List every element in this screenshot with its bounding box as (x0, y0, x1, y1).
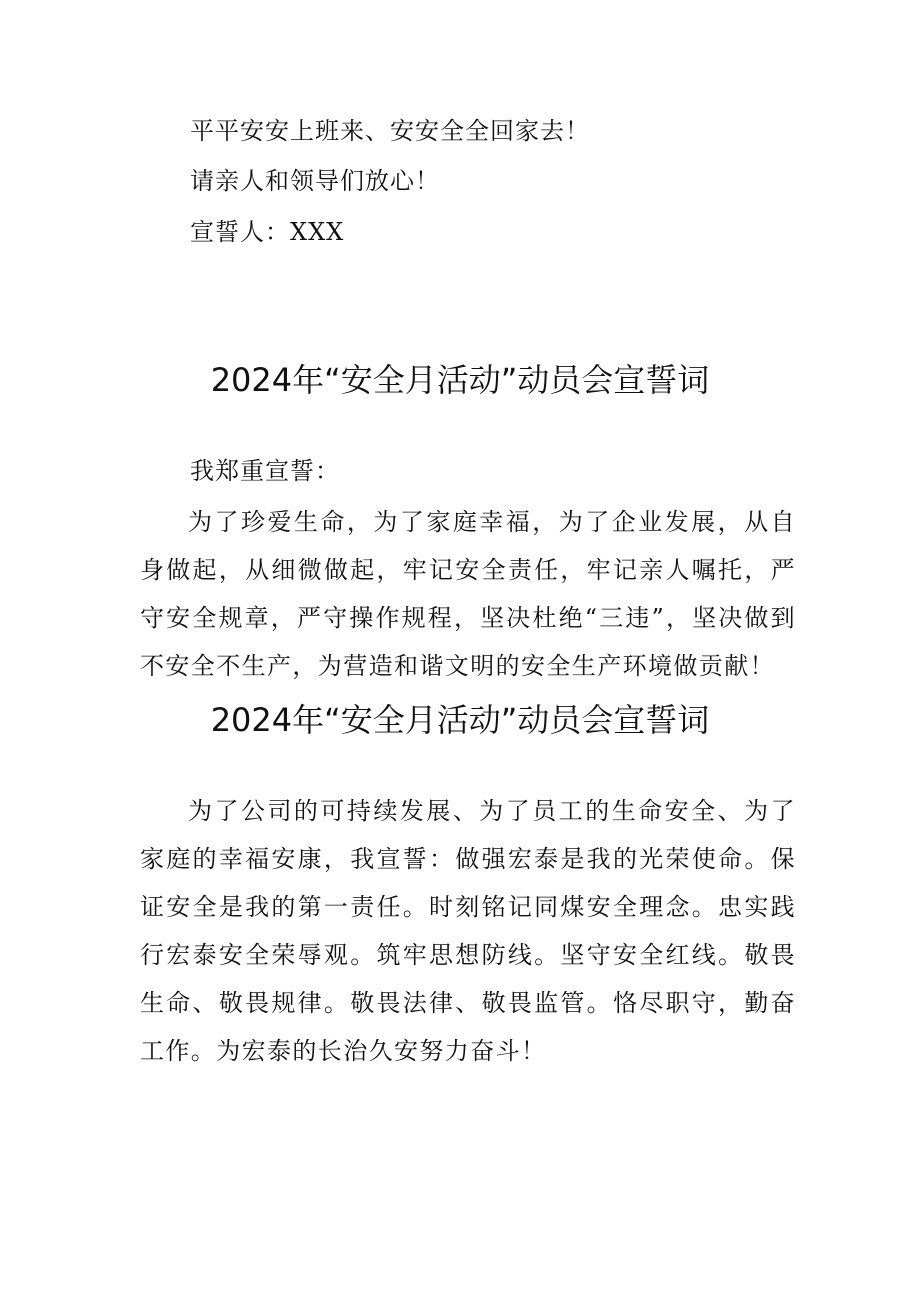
section-1-body: 为了珍爱生命，为了家庭幸福，为了企业发展，从自身做起，从细微做起，牢记安全责任，牢记亲人嘱托，严守安全规章，严守操作规程，坚决杜绝“三违”，坚决做到不安全不生产，为营造和谐文明的安全生产环境做贡献！ (140, 508, 796, 680)
section-2-body: 为了公司的可持续发展、为了员工的生命安全、为了家庭的幸福安康，我宣誓：做强宏泰是我的光荣使命。保证安全是我的第一责任。时刻铭记同煤安全理念。忠实践行宏泰安全荣辱观。筑牢思想防线。坚守安全红线。敬畏生命、敬畏规律。敬畏法律、敬畏监管。恪尽职守，勤奋工作。为宏泰的长治久安努力奋斗！ (140, 797, 796, 1065)
pledge-line-reassure-family: 请亲人和领导们放心！ (190, 167, 440, 195)
pledge-signatory-line: 宣誓人：XXX (190, 218, 345, 246)
section-1-title: 2024年“安全月活动”动员会宣誓词 (210, 361, 710, 399)
section-1-opening: 我郑重宣誓： (190, 457, 340, 485)
pledge-line-safe-commute: 平平安安上班来、安安全全回家去！ (190, 117, 590, 145)
section-2-title: 2024年“安全月活动”动员会宣誓词 (210, 701, 710, 739)
